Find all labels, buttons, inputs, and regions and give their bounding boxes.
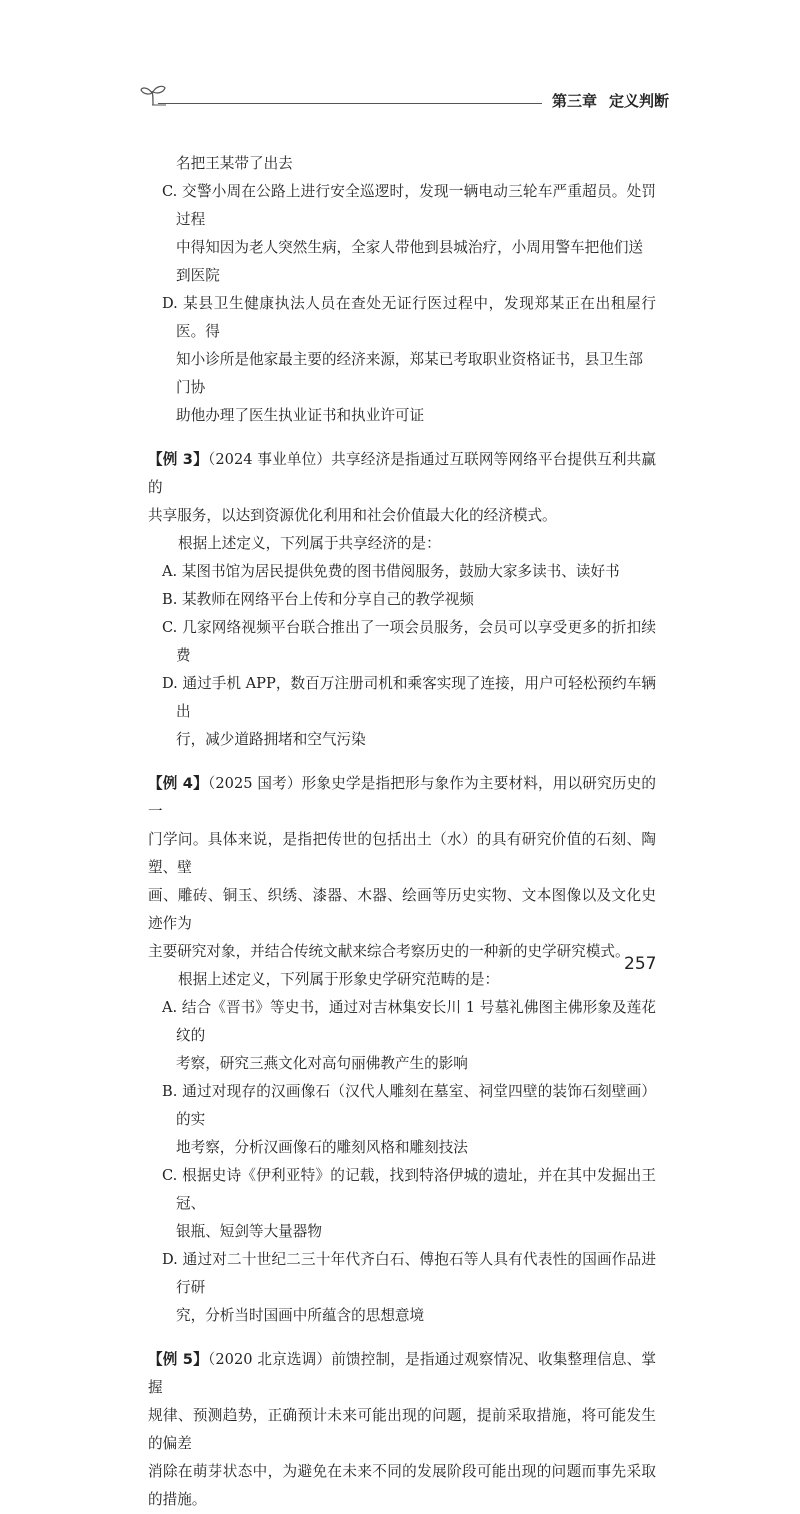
page-header bbox=[0, 0, 800, 130]
option-line: 助他办理了医生执业证书和执业许可证 bbox=[176, 407, 425, 424]
option-line: C. 根据史诗《伊利亚特》的记载，找到特洛伊城的遗址，并在其中发掘出王冠、 bbox=[162, 1167, 656, 1212]
option-d bbox=[148, 1246, 656, 1330]
option-d bbox=[148, 670, 656, 754]
example-source: （2025 国考） bbox=[207, 775, 302, 792]
option-b: B. 某教师在网络平台上传和分享自己的教学视频 bbox=[162, 591, 474, 608]
option-line: 行，减少道路拥堵和空气污染 bbox=[176, 731, 366, 748]
header-rule bbox=[158, 103, 542, 104]
option-line: 考察，研究三燕文化对高句丽佛教产生的影响 bbox=[176, 1055, 468, 1072]
option-b-tail: 名把王某带了出去 bbox=[176, 155, 293, 172]
question-stem: 根据上述定义，下列属于形象史学研究范畴的是： bbox=[178, 971, 500, 988]
chapter-title bbox=[552, 90, 669, 111]
option-c: C. 几家网络视频平台联合推出了一项会员服务，会员可以享受更多的折扣续费 bbox=[162, 619, 656, 664]
option-line: D. 通过对二十世纪二三十年代齐白石、傅抱石等人具有代表性的国画作品进行研 bbox=[162, 1251, 656, 1296]
definition-line: 规律、预测趋势，正确预计未来可能出现的问题，提前采取措施，将可能发生的偏差 bbox=[148, 1407, 656, 1452]
option-line: 究，分析当时国画中所蕴含的思想意境 bbox=[176, 1307, 425, 1324]
option-a bbox=[148, 994, 656, 1078]
example-5 bbox=[148, 1346, 656, 1514]
definition-line: 画、雕砖、铜玉、织绣、漆器、木器、绘画等历史实物、文本图像以及文化史迹作为 bbox=[148, 887, 656, 932]
example-definition bbox=[148, 446, 656, 502]
option-line: D. 通过手机 APP，数百万注册司机和乘客实现了连接，用户可轻松预约车辆出 bbox=[162, 675, 656, 720]
example-source: （2024 事业单位） bbox=[207, 451, 332, 468]
option-line: B. 通过对现存的汉画像石（汉代人雕刻在墓室、祠堂四壁的装饰石刻壁画）的实 bbox=[162, 1083, 656, 1128]
example-label: 【例 5】 bbox=[148, 1351, 208, 1368]
definition-line: 共享服务，以达到资源优化利用和社会价值最大化的经济模式。 bbox=[148, 507, 557, 524]
definition-line: 前馈控制，是指通过观察情况、收集整理信息、掌握 bbox=[148, 1351, 656, 1396]
example-3 bbox=[148, 446, 656, 754]
definition-line: 消除在萌芽状态中，为避免在未来不同的发展阶段可能出现的问题而事先采取的措施。 bbox=[148, 1463, 656, 1508]
page-number: 257 bbox=[624, 954, 657, 974]
question-stem: 根据上述定义，下列属于共享经济的是： bbox=[178, 535, 441, 552]
option-line: C. 交警小周在公路上进行安全巡逻时，发现一辆电动三轮车严重超员。处罚过程 bbox=[162, 183, 656, 228]
example-definition bbox=[148, 770, 656, 826]
option-line: D. 某县卫生健康执法人员在查处无证行医过程中，发现郑某正在出租屋行医。得 bbox=[162, 295, 656, 340]
example-definition bbox=[148, 1346, 656, 1402]
example-label: 【例 4】 bbox=[148, 775, 208, 792]
definition-line: 门学问。具体来说，是指把传世的包括出土（水）的具有研究价值的石刻、陶塑、壁 bbox=[148, 831, 656, 876]
page-body bbox=[148, 150, 656, 1514]
option-c bbox=[148, 1162, 656, 1246]
option-line: 中得知因为老人突然生病，全家人带他到县城治疗，小周用警车把他们送到医院 bbox=[176, 239, 644, 284]
option-line: 银瓶、短剑等大量器物 bbox=[176, 1223, 322, 1240]
example-source: （2020 北京选调） bbox=[207, 1351, 332, 1368]
previous-question-options bbox=[148, 150, 656, 430]
option-line: A. 结合《晋书》等史书，通过对吉林集安长川 1 号墓礼佛图主佛形象及莲花纹的 bbox=[162, 999, 656, 1044]
section-title: 定义判断 bbox=[609, 92, 670, 110]
option-c bbox=[148, 178, 656, 290]
option-a: A. 某图书馆为居民提供免费的图书借阅服务，鼓励大家多读书、读好书 bbox=[162, 563, 620, 580]
option-line: 知小诊所是他家最主要的经济来源，郑某已考取职业资格证书，县卫生部门协 bbox=[176, 351, 644, 396]
option-line: 地考察，分析汉画像石的雕刻风格和雕刻技法 bbox=[176, 1139, 468, 1156]
definition-line: 共享经济是指通过互联网等网络平台提供互利共赢的 bbox=[148, 451, 656, 496]
example-label: 【例 3】 bbox=[148, 451, 208, 468]
definition-line: 主要研究对象，并结合传统文献来综合考察历史的一种新的史学研究模式。 bbox=[148, 943, 630, 960]
chapter-number: 第三章 bbox=[552, 92, 598, 110]
example-4 bbox=[148, 770, 656, 1330]
option-b bbox=[148, 1078, 656, 1162]
option-d bbox=[148, 290, 656, 430]
definition-line: 形象史学是指把形与象作为主要材料，用以研究历史的一 bbox=[148, 775, 656, 820]
